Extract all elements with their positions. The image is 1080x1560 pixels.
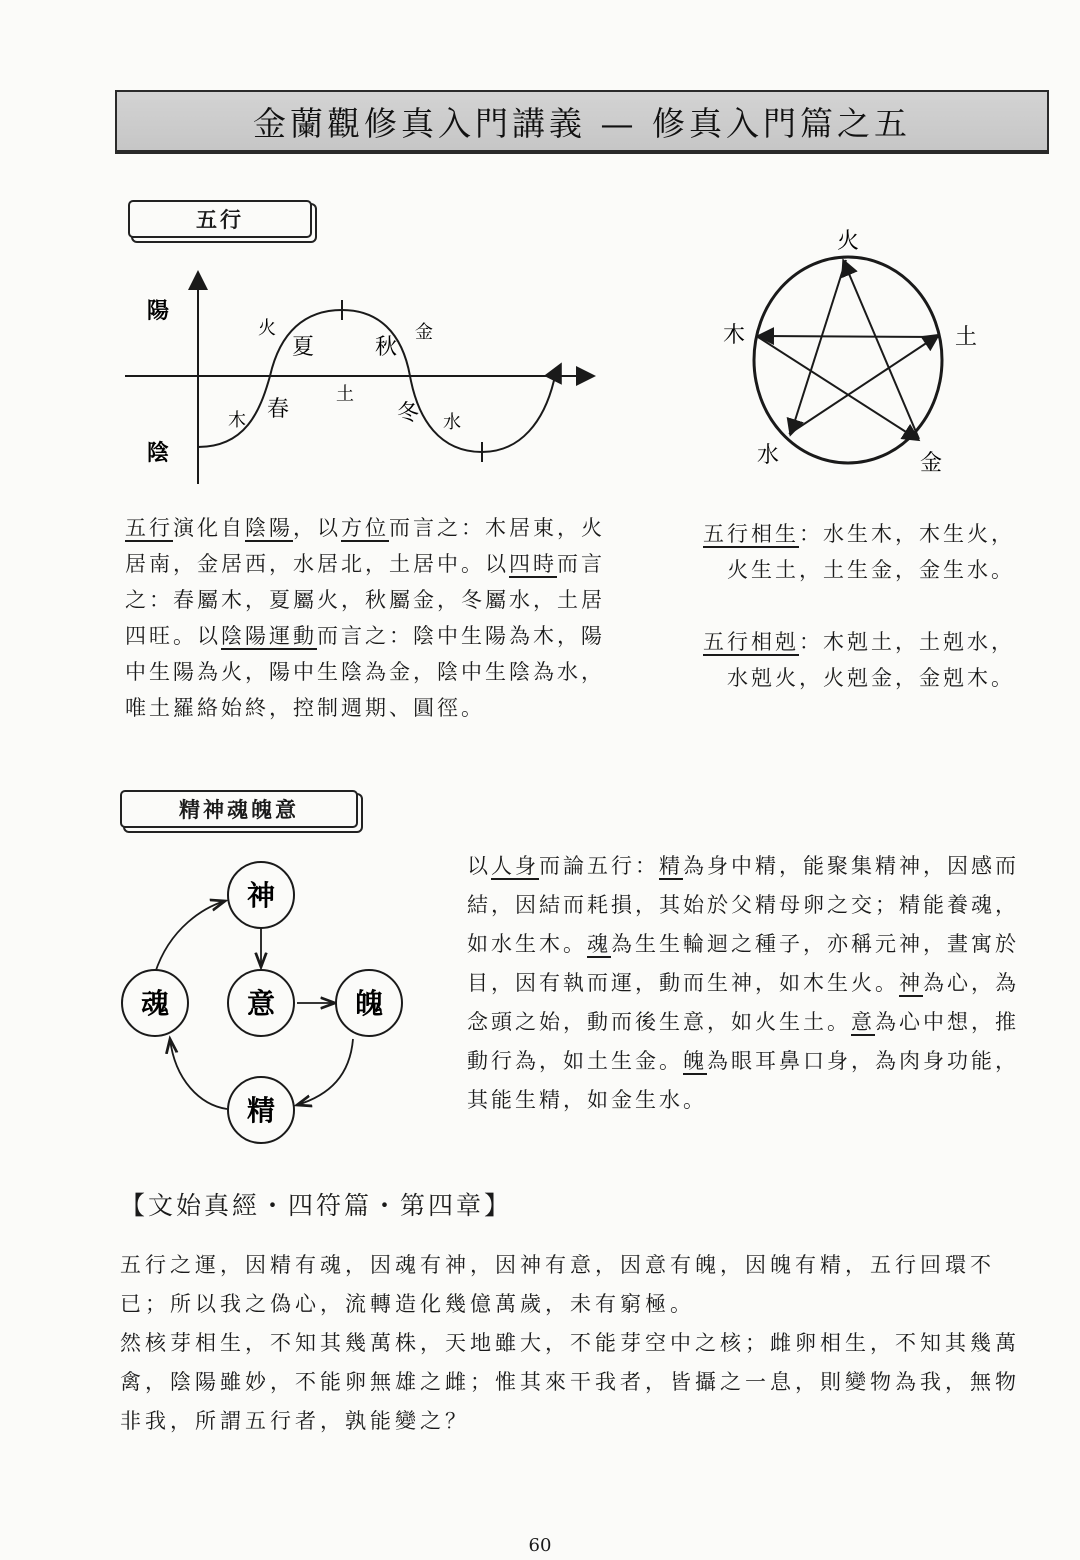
spirit-cycle-diagram [115, 855, 415, 1155]
label-yin: 陰 [147, 440, 170, 466]
scripture-paragraph-1: 五行之運，因精有魂，因魂有神，因神有意，因意有魄，因魄有精，五行回環不已；所以我之偽心，流轉造化幾億萬歲，未有窮極。 [120, 1253, 995, 1316]
label-winter: 冬 [397, 401, 420, 426]
human-body-paragraph: 以人身而論五行：精為身中精，能聚集精神，因感而結，因結而耗損，其始於父精母卵之交；精能養魂，如水生木。魂為生生輪迴之種子，亦稱元神，晝寓於目，因有執而運，動而生神，如木生火。神為心，為念頭之始，動而後生意，如火生土。意為心中想，推動行為，如土生金。魄為眼耳鼻口身，為肉身功能，其能生精，如金生水。 [467, 854, 1019, 1112]
wuxing-intro-paragraph: 五行演化自陰陽，以方位而言之：木居東，火居南，金居西，水居北，土居中。以四時而言之：春屬木，夏屬火，秋屬金，冬屬水，土居四旺。以陰陽運動而言之：陰中生陽為木，陽中生陽為火，陽中生陰為金，陰中生陰為水，唯土羅絡始終，控制週期、圓徑。 [125, 516, 605, 720]
sheng-relation-line2: 火生土，土生金，金生水。 [727, 558, 1015, 582]
outer-circle [754, 257, 942, 463]
wave-curve [198, 310, 555, 452]
star-water: 水 [757, 443, 780, 468]
section-label-wuxing: 五行 [128, 200, 312, 238]
label-summer: 夏 [292, 335, 315, 360]
star-wood: 木 [723, 323, 746, 348]
yin-yang-wave-diagram [120, 262, 610, 492]
section-label-jingshen: 精神魂魄意 [120, 790, 358, 828]
page-number: 60 [528, 1535, 552, 1556]
wuxing-star-diagram [705, 220, 995, 480]
label-metal: 金 [415, 322, 433, 343]
page-title: 金蘭觀修真入門講義 — 修真入門篇之五 [115, 90, 1049, 154]
node-po: 魄 [354, 987, 384, 1020]
label-water: 水 [443, 412, 461, 433]
scripture-body [120, 1246, 1040, 1441]
sheng-relation-line1: 五行相生：水生木，木生火， [703, 522, 1015, 546]
label-spring: 春 [267, 397, 290, 422]
star-earth: 土 [955, 325, 978, 350]
ke-relation-line2: 水剋火，火剋金，金剋木。 [727, 666, 1015, 690]
label-yang: 陽 [147, 298, 170, 324]
label-wood: 木 [228, 410, 246, 431]
star-metal: 金 [920, 451, 943, 476]
star-fire: 火 [837, 229, 860, 254]
node-yi: 意 [246, 987, 276, 1020]
ke-relation-line1: 五行相剋：木剋土，土剋水， [703, 630, 1015, 654]
node-jing: 精 [246, 1094, 276, 1127]
label-fire: 火 [258, 318, 276, 339]
scripture-heading: 【文始真經・四符篇・第四章】 [120, 1191, 513, 1220]
node-shen: 神 [246, 879, 276, 912]
scripture-paragraph-2: 然核芽相生，不知其幾萬株，天地雖大，不能芽空中之核；雌卵相生，不知其幾萬禽，陰陽雖妙，不能卵無雄之雌；惟其來干我者，皆攝之一息，則變物為我，無物非我，所謂五行者，孰能變之？ [120, 1331, 1020, 1433]
label-earth: 土 [336, 384, 354, 405]
node-hun: 魂 [140, 987, 170, 1020]
label-autumn: 秋 [375, 335, 398, 360]
